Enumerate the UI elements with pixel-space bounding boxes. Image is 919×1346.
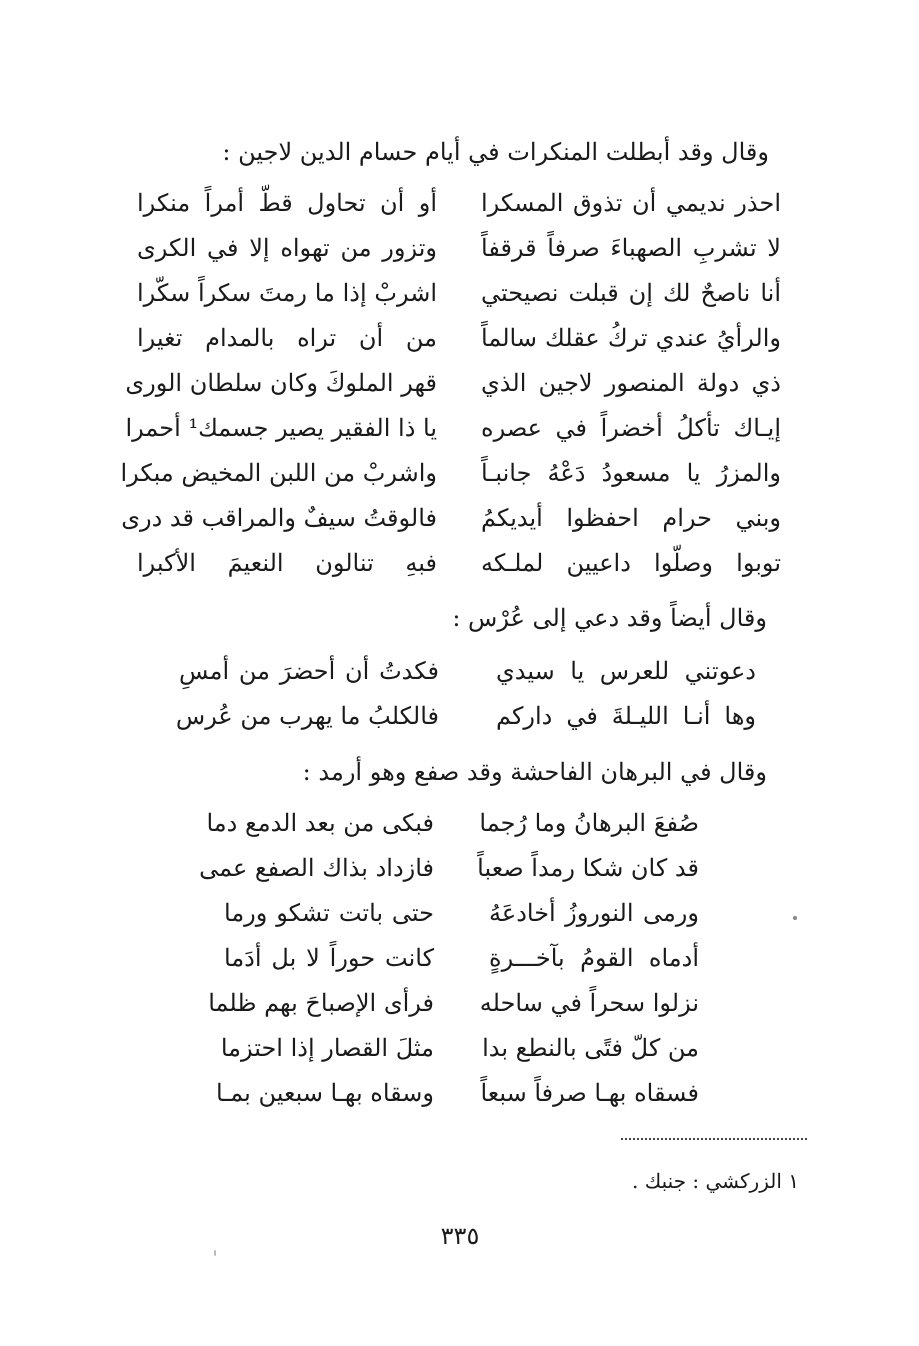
second-hemistich: كانت حوراً لا بل أدَما: [224, 943, 434, 972]
second-hemistich: فبكى من بعد الدمع دما: [206, 808, 434, 837]
second-hemistich: فالكلبُ ما يهرب من عُرس: [175, 701, 439, 730]
footnote: [632, 1168, 799, 1194]
first-hemistich: فسقاه بهـا صرفاً سبعاً: [480, 1078, 699, 1107]
verse-line: [179, 648, 756, 693]
verse-line: [175, 693, 756, 738]
second-hemistich: فازداد بذاك الصفع عمى: [199, 853, 434, 882]
first-hemistich: إيـاك تأكلُ أخضراً في عصره: [481, 413, 781, 442]
second-hemistich: أو أن تحاول قطّ أمراً منكرا: [137, 188, 437, 217]
verse-line: [121, 495, 781, 540]
first-hemistich: لا تشربِ الصهباءَ صرفاً قرقفاً: [481, 233, 781, 262]
first-hemistich: وبني حرام احفظوا أيديكمُ: [481, 503, 781, 532]
verse-line: [137, 315, 781, 360]
first-hemistich: وها أنـا الليـلةَ في داركم: [496, 701, 756, 730]
verse-line: [199, 845, 699, 890]
poem-2-intro: وقال أيضاً وقد دعي إلى عُرْس :: [452, 604, 767, 632]
first-hemistich: توبوا وصلّوا داعيين لملـكه: [481, 548, 781, 577]
verse-line: [224, 890, 699, 935]
verse-line: [120, 450, 781, 495]
first-hemistich: والرأيُ عندي تركُ عقلك سالماً: [481, 323, 781, 352]
scan-speck: [214, 1250, 216, 1256]
page-number: ٣٣٥: [440, 1222, 480, 1250]
verse-line: [137, 270, 781, 315]
second-hemistich: مثلَ القصار إذا احتزما: [220, 1033, 434, 1062]
first-hemistich: أنا ناصحٌ لك إن قبلت نصيحتي: [481, 278, 781, 307]
first-hemistich: ذي دولة المنصور لاجين الذي: [481, 368, 781, 397]
second-hemistich: فالوقتُ سيفٌ والمراقب قد درى: [121, 503, 437, 532]
first-hemistich: دعوتني للعرس يا سيدي: [496, 656, 756, 685]
verse-line: [224, 935, 699, 980]
first-hemistich: نزلوا سحراً في ساحله: [479, 988, 699, 1017]
verse-line: [220, 1025, 699, 1070]
first-hemistich: من كلّ فتًى بالنطع بدا: [482, 1033, 699, 1062]
verse-line: [206, 800, 699, 845]
verse-line: [125, 360, 781, 405]
footnote-marker: ١: [788, 1169, 799, 1193]
poem-2: [175, 648, 756, 738]
first-hemistich: والمزرُ يا مسعودُ دَعْهُ جانبـاً: [481, 458, 781, 487]
poem-1: [120, 180, 781, 585]
verse-line: [137, 540, 781, 585]
poem-3: [199, 800, 699, 1115]
second-hemistich: وتزور من تهواه إلا في الكرى: [137, 233, 437, 262]
second-hemistich: من أن تراه بالمدام تغيرا: [137, 323, 437, 352]
verse-line: [208, 980, 699, 1025]
second-hemistich: قهر الملوكَ وكان سلطان الورى: [125, 368, 437, 397]
verse-line: [125, 405, 781, 450]
second-hemistich: حتى باتت تشكو ورما: [224, 898, 434, 927]
first-hemistich: صُفعَ البرهانُ وما رُجما: [479, 808, 699, 837]
second-hemistich: فكدتُ أن أحضرَ من أمسِ: [179, 656, 439, 685]
first-hemistich: احذر نديمي أن تذوق المسكرا: [481, 188, 781, 217]
scan-speck: [793, 916, 797, 920]
second-hemistich: يا ذا الفقير يصير جسمك¹ أحمرا: [125, 413, 437, 442]
verse-line: [215, 1070, 699, 1115]
second-hemistich: فرأى الإصباحَ بهم ظلما: [208, 988, 434, 1017]
second-hemistich: فبهِ تنالون النعيمَ الأكبرا: [137, 548, 437, 577]
second-hemistich: واشربْ من اللبن المخيض مبكرا: [120, 458, 437, 487]
second-hemistich: اشربْ إذا ما رمتَ سكراً سكّرا: [137, 278, 437, 307]
first-hemistich: أدماه القومُ بآخـــرةٍ: [489, 943, 699, 972]
first-hemistich: ورمى النوروزُ أخادعَهُ: [489, 898, 699, 927]
footnote-text: الزركشي : جنبك .: [632, 1169, 782, 1193]
footnote-separator: [621, 1138, 807, 1140]
verse-line: [137, 180, 781, 225]
poem-1-intro: وقال وقد أبطلت المنكرات في أيام حسام الدين لاجين :: [222, 138, 769, 166]
second-hemistich: وسقاه بهـا سبعين بمـا: [215, 1078, 434, 1107]
poem-3-intro: وقال في البرهان الفاحشة وقد صفع وهو أرمد :: [302, 758, 767, 786]
first-hemistich: قد كان شكا رمداً صعباً: [477, 853, 699, 882]
verse-line: [137, 225, 781, 270]
